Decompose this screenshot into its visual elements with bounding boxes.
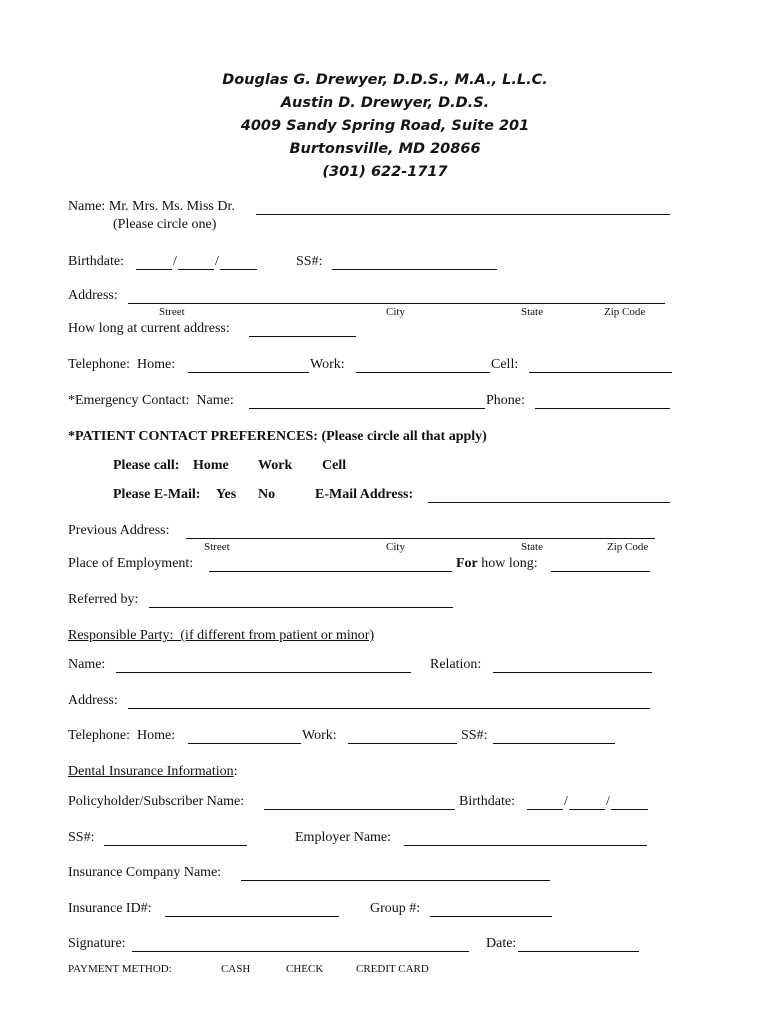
responsible-telephone-label: Telephone: Home:	[68, 728, 176, 743]
practice-city: Burtonsville, MD 20866	[289, 141, 481, 157]
cell-phone-field[interactable]	[529, 372, 672, 373]
payment-credit-option[interactable]: CREDIT CARD	[356, 963, 429, 975]
practice-name: Douglas G. Drewyer, D.D.S., M.A., L.L.C.	[222, 72, 548, 88]
email-yes-option[interactable]: Yes	[216, 487, 237, 502]
call-cell-option[interactable]: Cell	[322, 458, 347, 473]
employer-field[interactable]	[404, 845, 647, 846]
practice-phone: (301) 622-1717	[322, 164, 448, 180]
responsible-ss-label: SS#:	[461, 728, 488, 743]
employment-duration-field[interactable]	[551, 571, 650, 572]
employer-label: Employer Name:	[295, 830, 392, 845]
how-long-employed-label: how long:	[477, 556, 538, 571]
insured-birth-year-field[interactable]	[611, 809, 648, 810]
insurance-heading-colon: :	[233, 764, 238, 779]
responsible-ss-field[interactable]	[493, 743, 615, 744]
state-caption: State	[521, 306, 543, 318]
payment-cash-option[interactable]: CASH	[221, 963, 251, 975]
date-slash: /	[215, 254, 219, 269]
work-phone-field[interactable]	[356, 372, 490, 373]
name-label: Name: Mr. Mrs. Ms. Miss Dr.	[68, 199, 235, 214]
responsible-note: (if different from patient or minor)	[173, 628, 375, 643]
relation-field[interactable]	[493, 672, 652, 673]
insurance-company-field[interactable]	[241, 880, 550, 881]
group-field[interactable]	[430, 916, 552, 917]
birth-year-field[interactable]	[220, 269, 257, 270]
responsible-name-label: Name:	[68, 657, 106, 672]
email-address-label: E-Mail Address:	[315, 487, 414, 502]
practice-street: 4009 Sandy Spring Road, Suite 201	[240, 118, 530, 134]
email-address-field[interactable]	[428, 502, 670, 503]
responsible-name-field[interactable]	[116, 672, 411, 673]
street-caption: Street	[159, 306, 185, 318]
work-label: Work:	[310, 357, 345, 372]
home-phone-field[interactable]	[188, 372, 309, 373]
birth-month-field[interactable]	[136, 269, 172, 270]
ss-field[interactable]	[332, 269, 497, 270]
birth-day-field[interactable]	[178, 269, 214, 270]
date-field[interactable]	[518, 951, 639, 952]
responsible-home-phone-field[interactable]	[188, 743, 301, 744]
how-long-label: How long at current address:	[68, 321, 230, 336]
referred-label: Referred by:	[68, 592, 139, 607]
prev-city-caption: City	[386, 541, 405, 553]
prev-street-caption: Street	[204, 541, 230, 553]
cell-label: Cell:	[491, 357, 519, 372]
address-label: Address:	[68, 288, 118, 303]
insurance-id-field[interactable]	[165, 916, 339, 917]
insured-birth-month-field[interactable]	[527, 809, 563, 810]
emergency-label: *Emergency Contact: Name:	[68, 393, 234, 408]
emergency-phone-field[interactable]	[535, 408, 670, 409]
zip-caption: Zip Code	[604, 306, 646, 318]
payment-check-option[interactable]: CHECK	[286, 963, 324, 975]
insurance-id-label: Insurance ID#:	[68, 901, 152, 916]
referred-field[interactable]	[149, 607, 453, 608]
responsible-heading: Responsible Party:	[68, 628, 174, 643]
date-label: Date:	[486, 936, 517, 951]
email-no-option[interactable]: No	[258, 487, 276, 502]
insured-birthdate-label: Birthdate:	[459, 794, 515, 809]
for-label: For	[456, 556, 478, 571]
associate-name: Austin D. Drewyer, D.D.S.	[280, 95, 490, 111]
please-call-label: Please call:	[113, 458, 180, 473]
address-field[interactable]	[128, 303, 665, 304]
employment-field[interactable]	[209, 571, 452, 572]
prev-state-caption: State	[521, 541, 543, 553]
responsible-address-label: Address:	[68, 693, 118, 708]
prev-zip-caption: Zip Code	[607, 541, 649, 553]
responsible-address-field[interactable]	[128, 708, 650, 709]
policyholder-label: Policyholder/Subscriber Name:	[68, 794, 245, 809]
emergency-phone-label: Phone:	[486, 393, 525, 408]
please-email-label: Please E-Mail:	[113, 487, 201, 502]
telephone-label: Telephone: Home:	[68, 357, 176, 372]
date-slash: /	[173, 254, 177, 269]
signature-field[interactable]	[132, 951, 469, 952]
responsible-work-label: Work:	[302, 728, 337, 743]
insured-birth-day-field[interactable]	[569, 809, 605, 810]
circle-note: (Please circle one)	[113, 217, 217, 232]
call-work-option[interactable]: Work	[258, 458, 293, 473]
insured-ss-label: SS#:	[68, 830, 95, 845]
city-caption: City	[386, 306, 405, 318]
group-label: Group #:	[370, 901, 421, 916]
emergency-name-field[interactable]	[249, 408, 485, 409]
insurance-heading: Dental Insurance Information	[68, 764, 234, 779]
signature-label: Signature:	[68, 936, 126, 951]
previous-address-field[interactable]	[186, 538, 655, 539]
date-slash: /	[564, 794, 568, 809]
employment-label: Place of Employment:	[68, 556, 194, 571]
insurance-company-label: Insurance Company Name:	[68, 865, 222, 880]
call-home-option[interactable]: Home	[193, 458, 229, 473]
previous-address-label: Previous Address:	[68, 523, 170, 538]
relation-label: Relation:	[430, 657, 482, 672]
how-long-field[interactable]	[249, 336, 356, 337]
policyholder-field[interactable]	[264, 809, 455, 810]
insured-ss-field[interactable]	[104, 845, 247, 846]
date-slash: /	[606, 794, 610, 809]
ss-label: SS#:	[296, 254, 323, 269]
payment-method-label: PAYMENT METHOD:	[68, 963, 172, 975]
preferences-heading: *PATIENT CONTACT PREFERENCES: (Please circle all that apply)	[68, 429, 487, 444]
birthdate-label: Birthdate:	[68, 254, 124, 269]
responsible-work-phone-field[interactable]	[348, 743, 457, 744]
name-field[interactable]	[256, 214, 670, 215]
